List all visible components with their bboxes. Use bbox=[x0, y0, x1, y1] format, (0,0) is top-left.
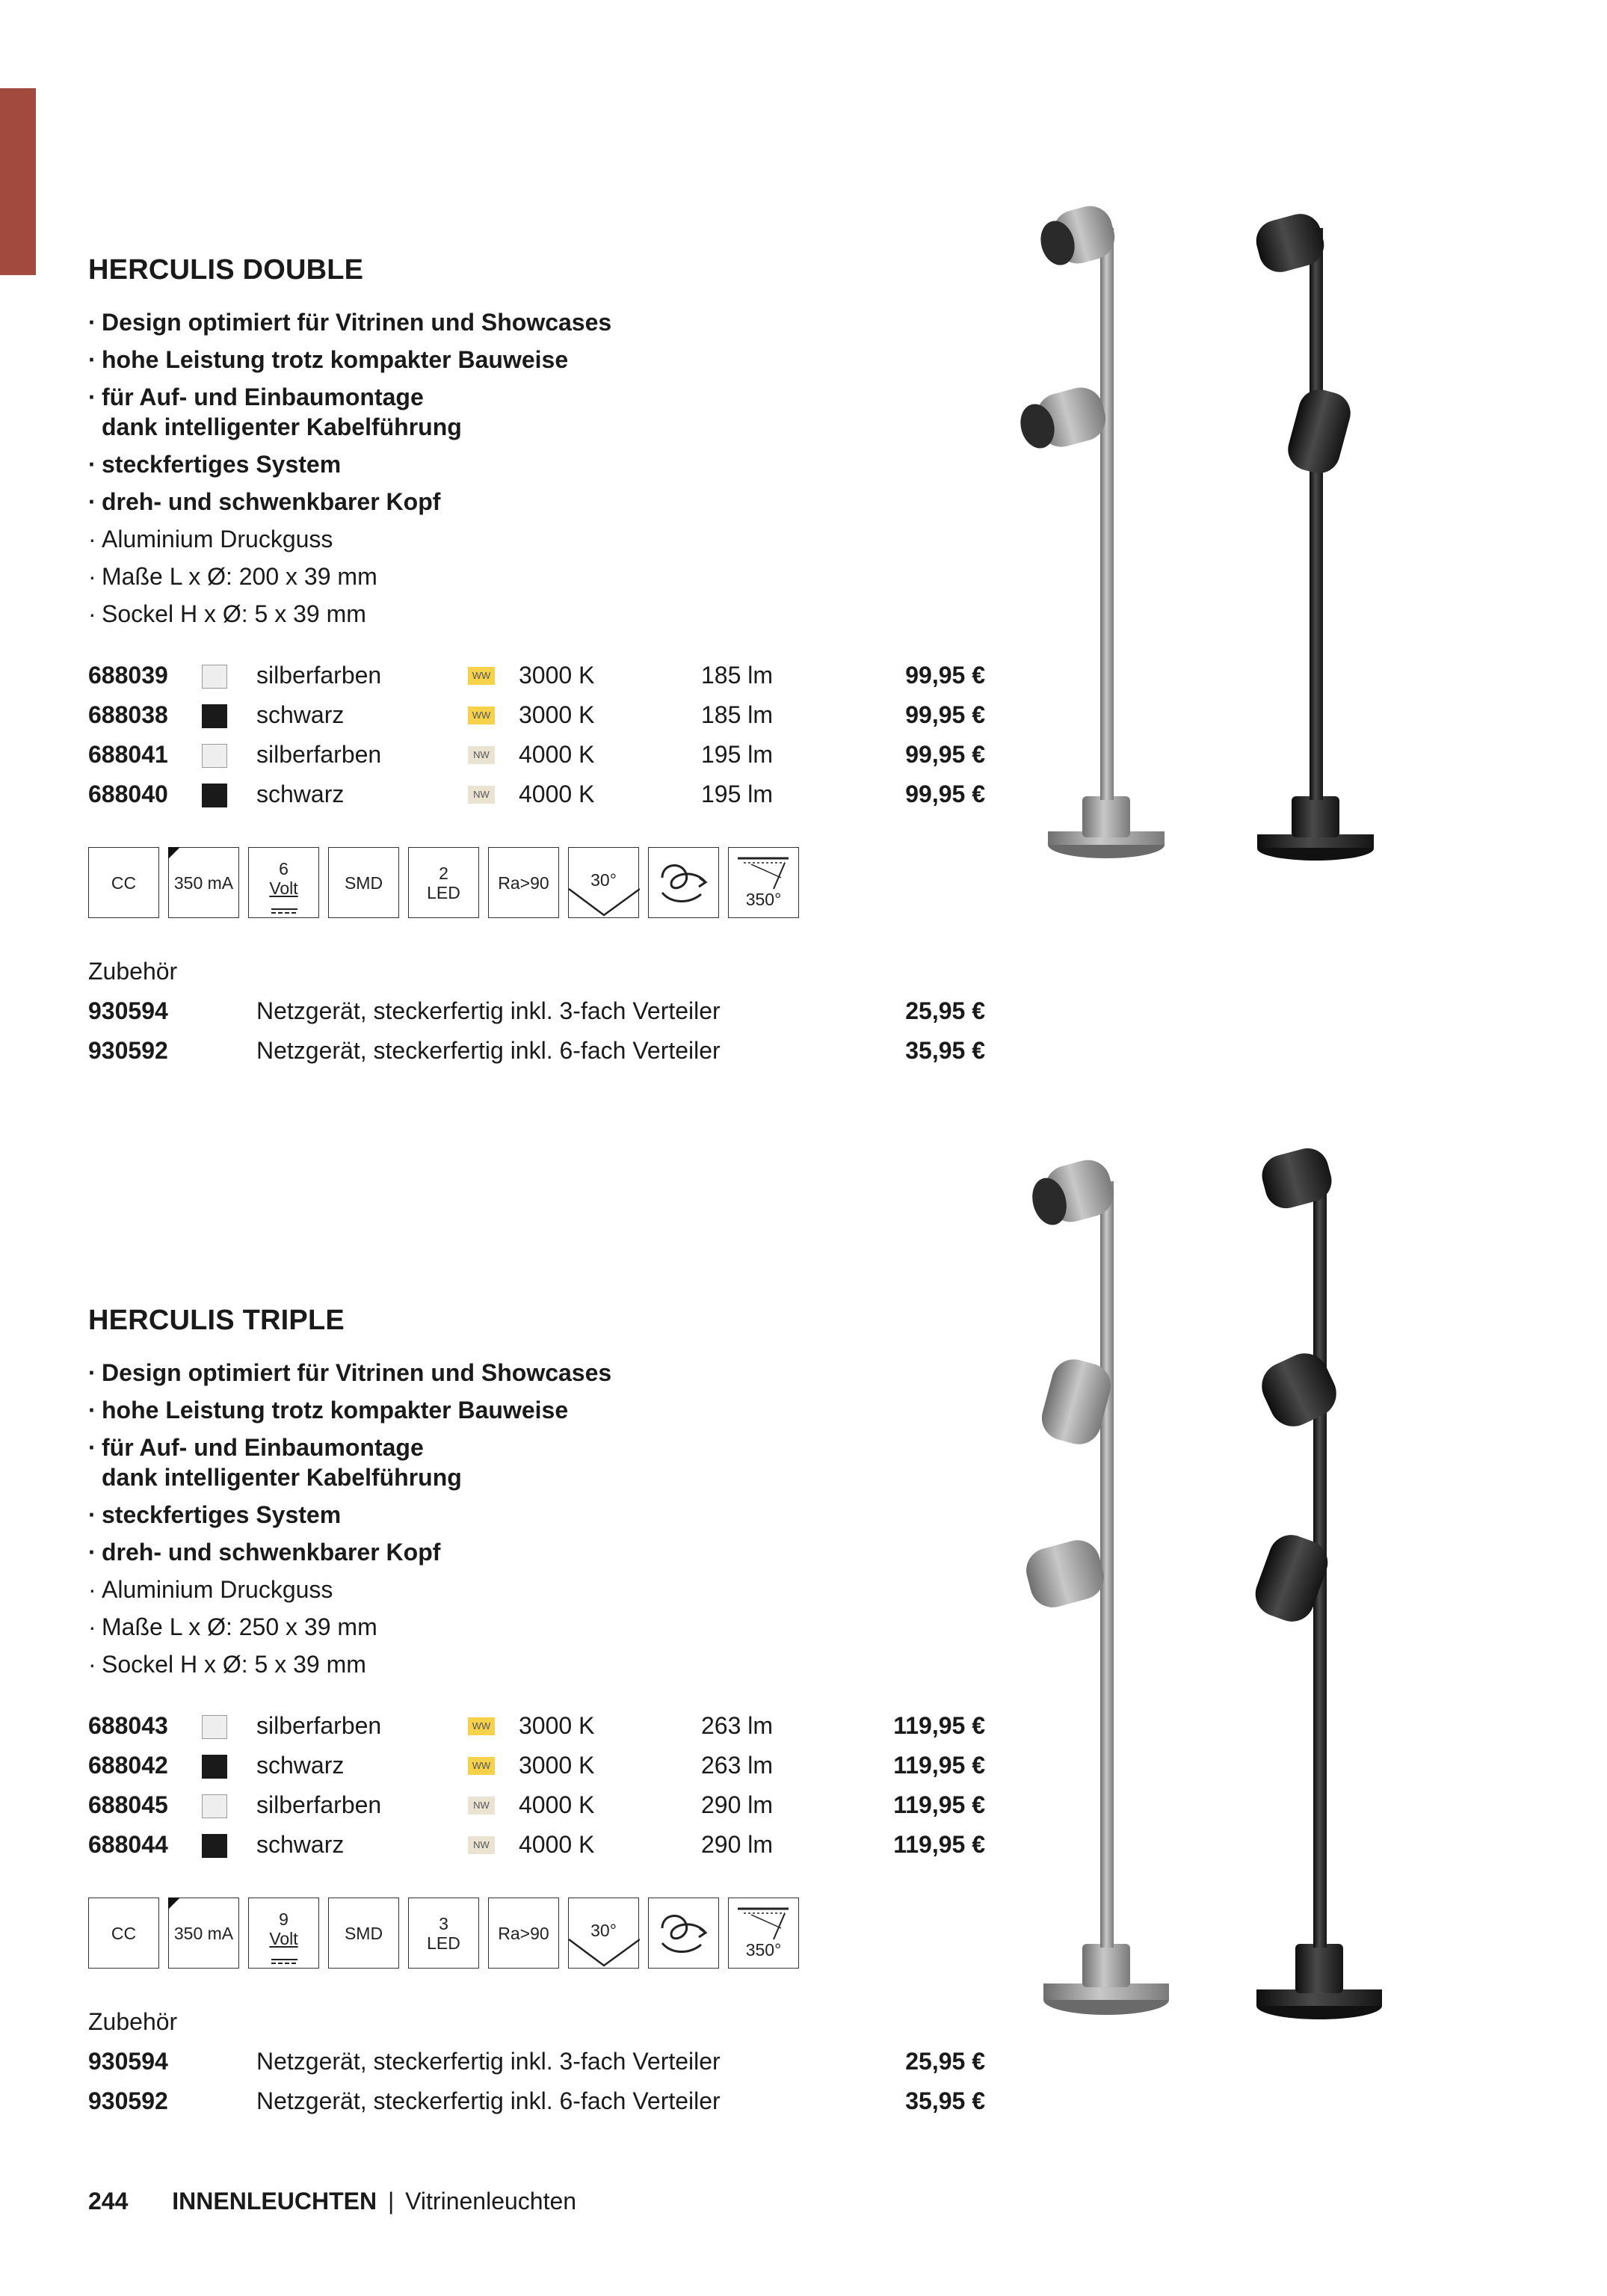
product-title: HERCULIS DOUBLE bbox=[88, 254, 364, 286]
feature-item: · hohe Leistung trotz kompakter Bauweise bbox=[88, 345, 985, 375]
cri-icon bbox=[488, 847, 559, 918]
feature-item: · Design optimiert für Vitrinen und Showcases bbox=[88, 307, 985, 337]
footer-separator: | bbox=[387, 2188, 395, 2215]
lumen: 185 lm bbox=[701, 701, 774, 728]
finish-label: schwarz bbox=[256, 1752, 345, 1779]
beam-angle-icon bbox=[568, 847, 639, 918]
product-row bbox=[88, 1746, 985, 1785]
accessories bbox=[88, 952, 985, 1071]
cri-label: Ra>90 bbox=[498, 1923, 549, 1943]
finish-label: silberfarben bbox=[256, 1712, 382, 1739]
finish-label: schwarz bbox=[256, 701, 345, 728]
price: 25,95 € bbox=[905, 2048, 985, 2075]
footer-category: INNENLEUCHTEN bbox=[172, 2188, 377, 2215]
smd-icon bbox=[328, 1898, 399, 1969]
price: 119,95 € bbox=[893, 1831, 985, 1858]
article-number: 930592 bbox=[88, 2087, 168, 2114]
feature-item: · für Auf- und Einbaumontage dank intelligenter Kabelführung bbox=[88, 1432, 985, 1492]
lumen: 263 lm bbox=[701, 1712, 774, 1739]
accessory-description: Netzgerät, steckerfertig inkl. 6-fach Verteiler bbox=[256, 1037, 721, 1064]
lumen: 290 lm bbox=[701, 1791, 774, 1818]
price: 99,95 € bbox=[905, 741, 985, 768]
finish-swatch bbox=[202, 1755, 227, 1779]
finish-swatch bbox=[202, 1794, 227, 1818]
product-row bbox=[88, 735, 985, 775]
smd-icon-label: SMD bbox=[344, 1923, 383, 1943]
product-image-triple bbox=[972, 1140, 1458, 2037]
lumen: 195 lm bbox=[701, 741, 774, 768]
tilt-icon bbox=[728, 847, 799, 918]
feature-list bbox=[88, 1358, 985, 1679]
product-row bbox=[88, 1785, 985, 1825]
light-color-badge: NW bbox=[468, 1836, 495, 1854]
smd-icon-label: SMD bbox=[344, 872, 383, 893]
feature-item: · Aluminium Druckguss bbox=[88, 524, 985, 554]
accessories bbox=[88, 2002, 985, 2121]
cc-icon bbox=[88, 1898, 159, 1969]
article-number: 688040 bbox=[88, 781, 168, 807]
accessories-label: Zubehör bbox=[88, 958, 178, 985]
article-number: 930594 bbox=[88, 997, 168, 1024]
rotation-icon bbox=[648, 847, 719, 918]
product-table bbox=[88, 656, 985, 814]
color-temperature: 3000 K bbox=[519, 662, 595, 689]
accessory-description: Netzgerät, steckerfertig inkl. 3-fach Verteiler bbox=[256, 2048, 721, 2075]
light-color-badge: WW bbox=[468, 1757, 495, 1775]
accessory-row bbox=[88, 2081, 985, 2121]
price: 119,95 € bbox=[893, 1752, 985, 1779]
finish-label: silberfarben bbox=[256, 1791, 382, 1818]
light-color-badge: NW bbox=[468, 1797, 495, 1815]
color-temperature: 3000 K bbox=[519, 1712, 595, 1739]
product-row bbox=[88, 1706, 985, 1746]
product-title: HERCULIS TRIPLE bbox=[88, 1305, 345, 1336]
feature-item: · Aluminium Druckguss bbox=[88, 1575, 985, 1604]
cri-icon bbox=[488, 1898, 559, 1969]
light-color-badge: NW bbox=[468, 786, 495, 804]
color-temperature: 3000 K bbox=[519, 701, 595, 728]
led-count-icon bbox=[408, 847, 479, 918]
article-number: 688044 bbox=[88, 1831, 168, 1858]
finish-label: schwarz bbox=[256, 1831, 345, 1858]
finish-label: silberfarben bbox=[256, 662, 382, 689]
feature-item: · hohe Leistung trotz kompakter Bauweise bbox=[88, 1395, 985, 1425]
tilt-icon bbox=[728, 1898, 799, 1969]
article-number: 688041 bbox=[88, 741, 168, 768]
article-number: 930594 bbox=[88, 2048, 168, 2075]
current-icon-label: 350 mA bbox=[173, 872, 234, 893]
price: 99,95 € bbox=[905, 781, 985, 807]
cc-icon-label: CC bbox=[111, 872, 137, 893]
price: 119,95 € bbox=[893, 1791, 985, 1818]
current-icon bbox=[168, 1898, 239, 1969]
tilt-label: 350° bbox=[745, 889, 782, 909]
page-number: 244 bbox=[88, 2188, 129, 2215]
voltage-label: Volt bbox=[269, 1928, 298, 1948]
feature-icons bbox=[88, 1898, 985, 1972]
price: 99,95 € bbox=[905, 701, 985, 728]
article-number: 930592 bbox=[88, 1037, 168, 1064]
finish-swatch bbox=[202, 665, 227, 689]
led-label: LED bbox=[427, 1933, 460, 1953]
finish-label: schwarz bbox=[256, 781, 345, 807]
price: 35,95 € bbox=[905, 2087, 985, 2114]
cri-label: Ra>90 bbox=[498, 872, 549, 893]
feature-item: · Design optimiert für Vitrinen und Showcases bbox=[88, 1358, 985, 1388]
chapter-color-tab bbox=[0, 88, 36, 275]
color-temperature: 3000 K bbox=[519, 1752, 595, 1779]
feature-item: · dreh- und schwenkbarer Kopf bbox=[88, 487, 985, 517]
price: 99,95 € bbox=[905, 662, 985, 689]
current-icon bbox=[168, 847, 239, 918]
price: 25,95 € bbox=[905, 997, 985, 1024]
led-number: 3 bbox=[439, 1913, 448, 1933]
accessory-description: Netzgerät, steckerfertig inkl. 3-fach Verteiler bbox=[256, 997, 721, 1024]
product-image-double bbox=[972, 187, 1458, 882]
accessory-description: Netzgerät, steckerfertig inkl. 6-fach Verteiler bbox=[256, 2087, 721, 2114]
voltage-label: Volt bbox=[269, 878, 298, 898]
product-row bbox=[88, 1825, 985, 1865]
finish-swatch bbox=[202, 1715, 227, 1739]
product-row bbox=[88, 656, 985, 695]
article-number: 688045 bbox=[88, 1791, 168, 1818]
accessories-label: Zubehör bbox=[88, 2008, 178, 2035]
beam-angle-label: 30° bbox=[590, 1920, 617, 1940]
finish-swatch bbox=[202, 784, 227, 807]
feature-item: · dreh- und schwenkbarer Kopf bbox=[88, 1537, 985, 1567]
led-count-icon bbox=[408, 1898, 479, 1969]
led-label: LED bbox=[427, 882, 460, 902]
finish-label: silberfarben bbox=[256, 741, 382, 768]
light-color-badge: WW bbox=[468, 667, 495, 685]
feature-item: · für Auf- und Einbaumontage dank intelligenter Kabelführung bbox=[88, 382, 985, 442]
product-row bbox=[88, 775, 985, 814]
article-number: 688042 bbox=[88, 1752, 168, 1779]
product-row bbox=[88, 695, 985, 735]
beam-angle-icon bbox=[568, 1898, 639, 1969]
voltage-icon bbox=[248, 847, 319, 918]
price: 119,95 € bbox=[893, 1712, 985, 1739]
finish-swatch bbox=[202, 704, 227, 728]
light-color-badge: NW bbox=[468, 746, 495, 764]
voltage-number: 6 bbox=[279, 858, 289, 878]
article-number: 688039 bbox=[88, 662, 168, 689]
tilt-label: 350° bbox=[745, 1939, 782, 1960]
voltage-number: 9 bbox=[279, 1909, 289, 1929]
feature-item: · steckfertiges System bbox=[88, 449, 985, 479]
feature-item: · steckfertiges System bbox=[88, 1500, 985, 1530]
beam-angle-label: 30° bbox=[590, 870, 617, 890]
product-section-double bbox=[88, 254, 985, 1071]
rotation-icon bbox=[648, 1898, 719, 1969]
price: 35,95 € bbox=[905, 1037, 985, 1064]
color-temperature: 4000 K bbox=[519, 781, 595, 807]
lumen: 195 lm bbox=[701, 781, 774, 807]
feature-item: · Sockel H x Ø: 5 x 39 mm bbox=[88, 1649, 985, 1679]
accessory-row bbox=[88, 2042, 985, 2081]
voltage-icon bbox=[248, 1898, 319, 1969]
footer-subcategory: Vitrinenleuchten bbox=[405, 2188, 577, 2215]
page-footer bbox=[88, 2186, 576, 2216]
lumen: 290 lm bbox=[701, 1831, 774, 1858]
product-table bbox=[88, 1706, 985, 1865]
color-temperature: 4000 K bbox=[519, 741, 595, 768]
accessory-row bbox=[88, 1031, 985, 1071]
feature-icons bbox=[88, 847, 985, 922]
accessory-row bbox=[88, 991, 985, 1031]
smd-icon bbox=[328, 847, 399, 918]
product-section-triple bbox=[88, 1305, 985, 2121]
article-number: 688038 bbox=[88, 701, 168, 728]
lumen: 263 lm bbox=[701, 1752, 774, 1779]
light-color-badge: WW bbox=[468, 707, 495, 724]
color-temperature: 4000 K bbox=[519, 1831, 595, 1858]
feature-item: · Sockel H x Ø: 5 x 39 mm bbox=[88, 599, 985, 629]
finish-swatch bbox=[202, 744, 227, 768]
finish-swatch bbox=[202, 1834, 227, 1858]
feature-item: · Maße L x Ø: 200 x 39 mm bbox=[88, 561, 985, 591]
led-number: 2 bbox=[439, 863, 448, 883]
cc-icon bbox=[88, 847, 159, 918]
lumen: 185 lm bbox=[701, 662, 774, 689]
article-number: 688043 bbox=[88, 1712, 168, 1739]
cc-icon-label: CC bbox=[111, 1923, 137, 1943]
feature-list bbox=[88, 307, 985, 629]
light-color-badge: WW bbox=[468, 1717, 495, 1735]
current-icon-label: 350 mA bbox=[173, 1923, 234, 1943]
color-temperature: 4000 K bbox=[519, 1791, 595, 1818]
feature-item: · Maße L x Ø: 250 x 39 mm bbox=[88, 1612, 985, 1642]
